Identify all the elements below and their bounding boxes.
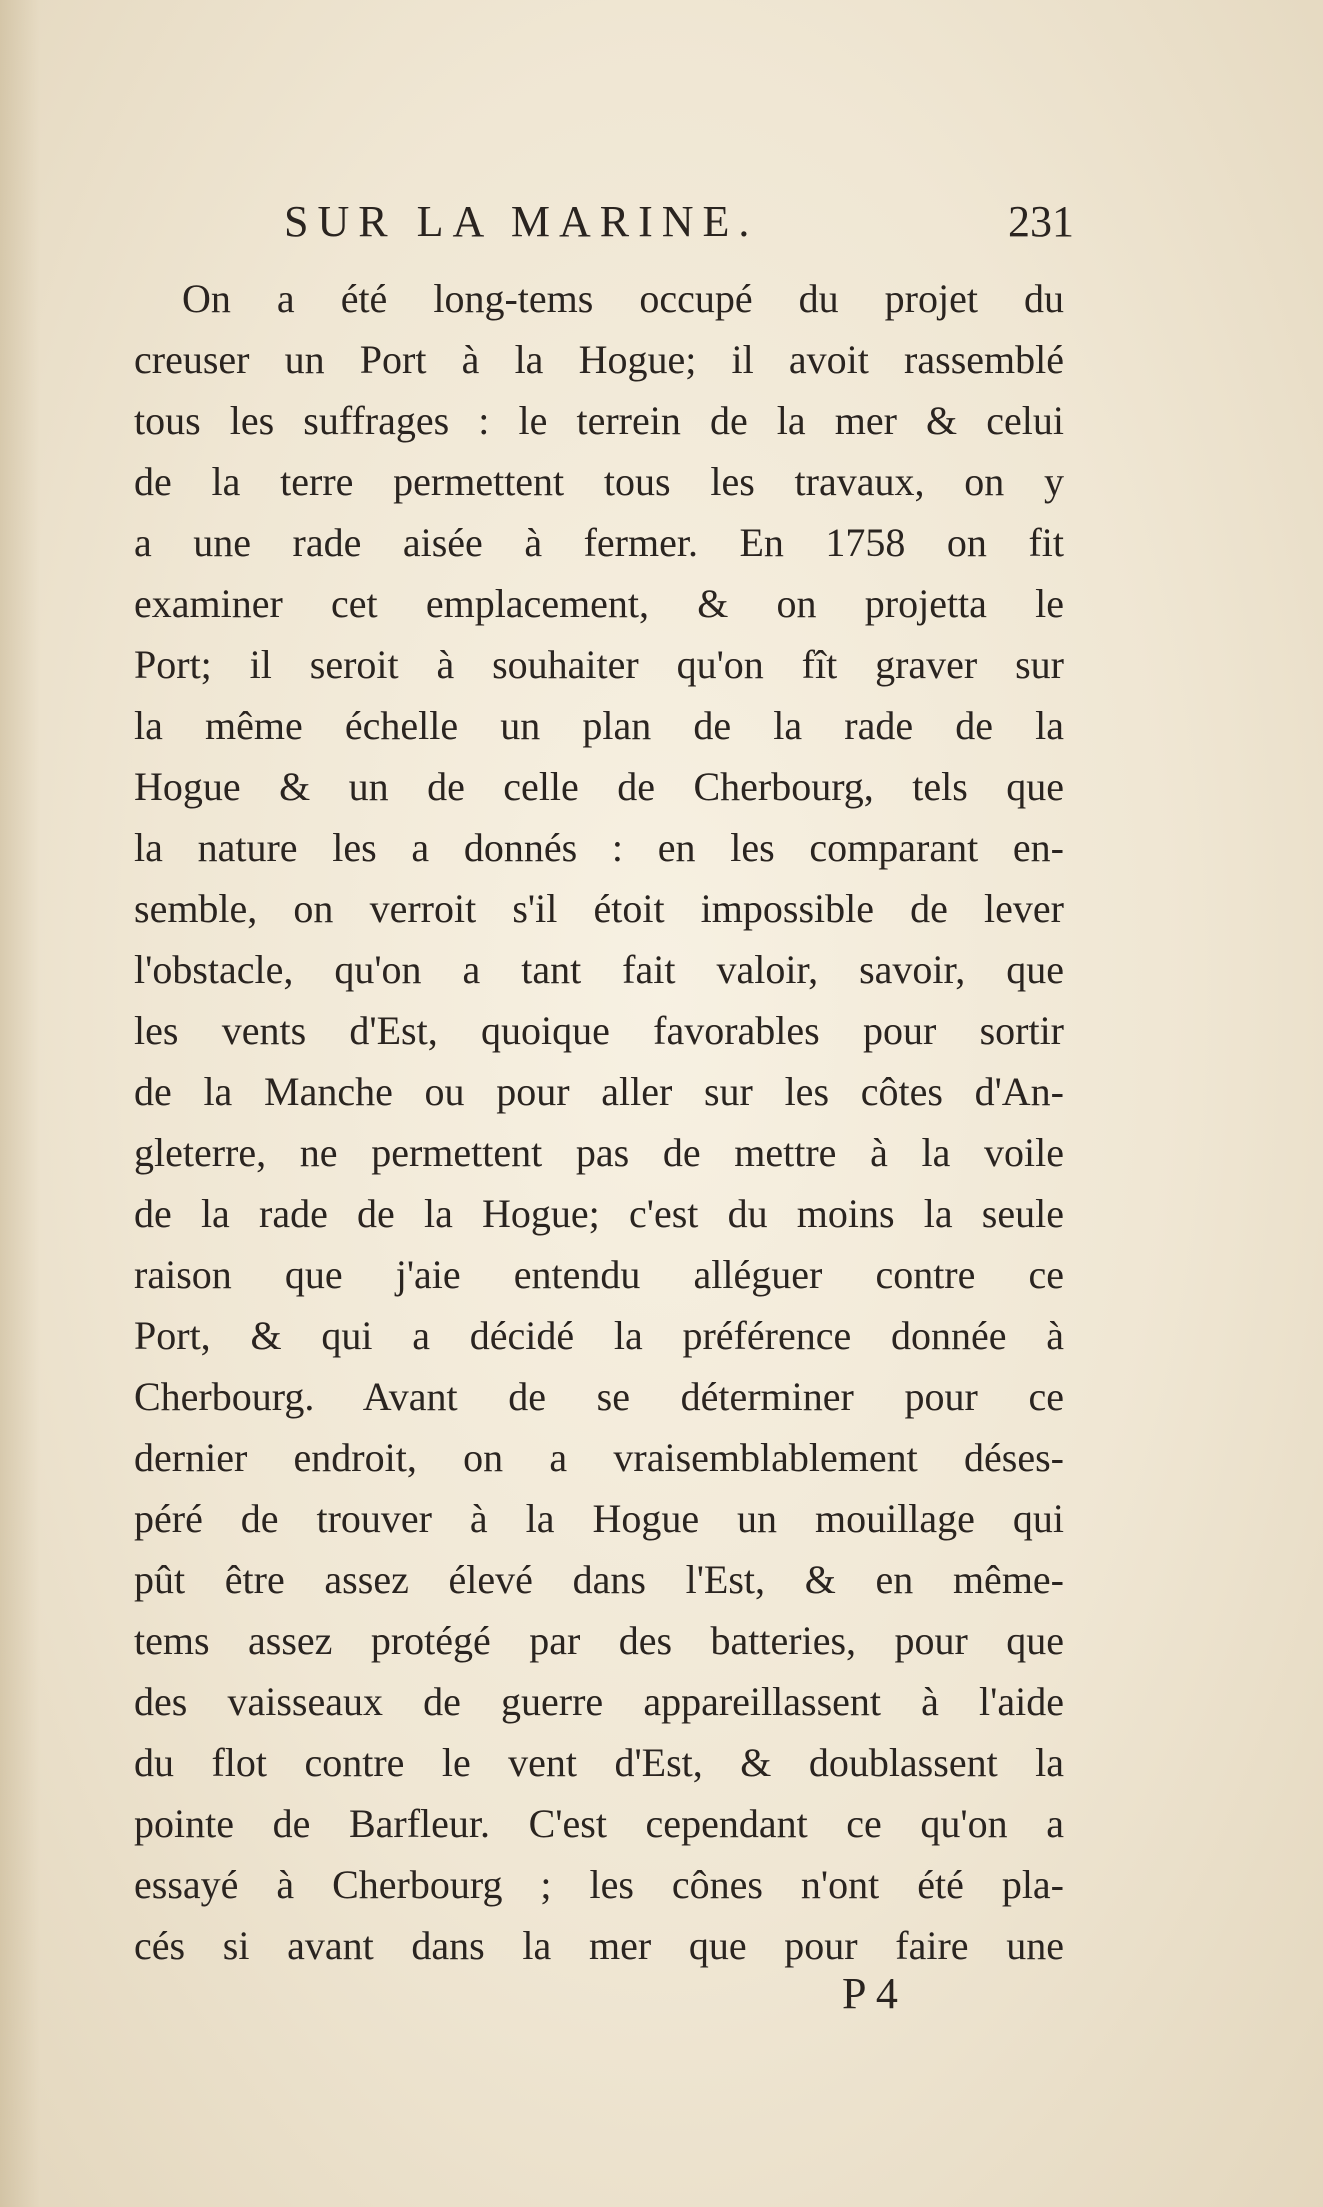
text-line: dernier endroit, on a vraisemblablement déses-	[134, 1435, 1064, 1480]
text-line: la même échelle un plan de la rade de la	[134, 703, 1064, 748]
text-line: de la terre permettent tous les travaux, on y	[134, 459, 1064, 504]
text-line: examiner cet emplacement, & on projetta le	[134, 581, 1064, 626]
page-edge-shadow	[0, 0, 40, 2207]
text-line: la nature les a donnés : en les comparant en-	[134, 825, 1064, 870]
text-line: semble, on verroit s'il étoit impossible de lever	[134, 886, 1064, 931]
text-line: Cherbourg. Avant de se déterminer pour ce	[134, 1374, 1064, 1419]
text-line: tous les suffrages : le terrein de la mer & celui	[134, 398, 1064, 443]
text-line: creuser un Port à la Hogue; il avoit rassemblé	[134, 337, 1064, 382]
text-line: pût être assez élevé dans l'Est, & en même-	[134, 1557, 1064, 1602]
text-line: des vaisseaux de guerre appareillassent à l'aide	[134, 1679, 1064, 1724]
running-head: SUR LA MARINE.	[284, 197, 759, 246]
text-line: de la rade de la Hogue; c'est du moins la seule	[134, 1191, 1064, 1236]
text-line: gleterre, ne permettent pas de mettre à la voile	[134, 1130, 1064, 1175]
text-line: On a été long-tems occupé du projet du	[182, 276, 1064, 321]
text-line: pointe de Barfleur. C'est cependant ce qu'on a	[134, 1801, 1064, 1846]
text-line: l'obstacle, qu'on a tant fait valoir, savoir, que	[134, 947, 1064, 992]
text-line: du flot contre le vent d'Est, & doublassent la	[134, 1740, 1064, 1785]
text-line: de la Manche ou pour aller sur les côtes d'An-	[134, 1069, 1064, 1114]
text-line: les vents d'Est, quoique favorables pour sortir	[134, 1008, 1064, 1053]
text-line: raison que j'aie entendu alléguer contre ce	[134, 1252, 1064, 1297]
page-header	[284, 196, 1074, 266]
text-line: cés si avant dans la mer que pour faire une	[134, 1923, 1064, 1968]
text-line: tems assez protégé par des batteries, pour que	[134, 1618, 1064, 1663]
text-line: a une rade aisée à fermer. En 1758 on fit	[134, 520, 1064, 565]
text-line: essayé à Cherbourg ; les cônes n'ont été pla-	[134, 1862, 1064, 1907]
body-text	[134, 268, 1064, 1976]
page-number: 231	[1008, 197, 1074, 246]
signature-mark: P 4	[842, 1969, 898, 2018]
text-line: péré de trouver à la Hogue un mouillage qui	[134, 1496, 1064, 1541]
text-line: Port, & qui a décidé la préférence donnée à	[134, 1313, 1064, 1358]
text-line: Hogue & un de celle de Cherbourg, tels que	[134, 764, 1064, 809]
text-line: Port; il seroit à souhaiter qu'on fît graver sur	[134, 642, 1064, 687]
